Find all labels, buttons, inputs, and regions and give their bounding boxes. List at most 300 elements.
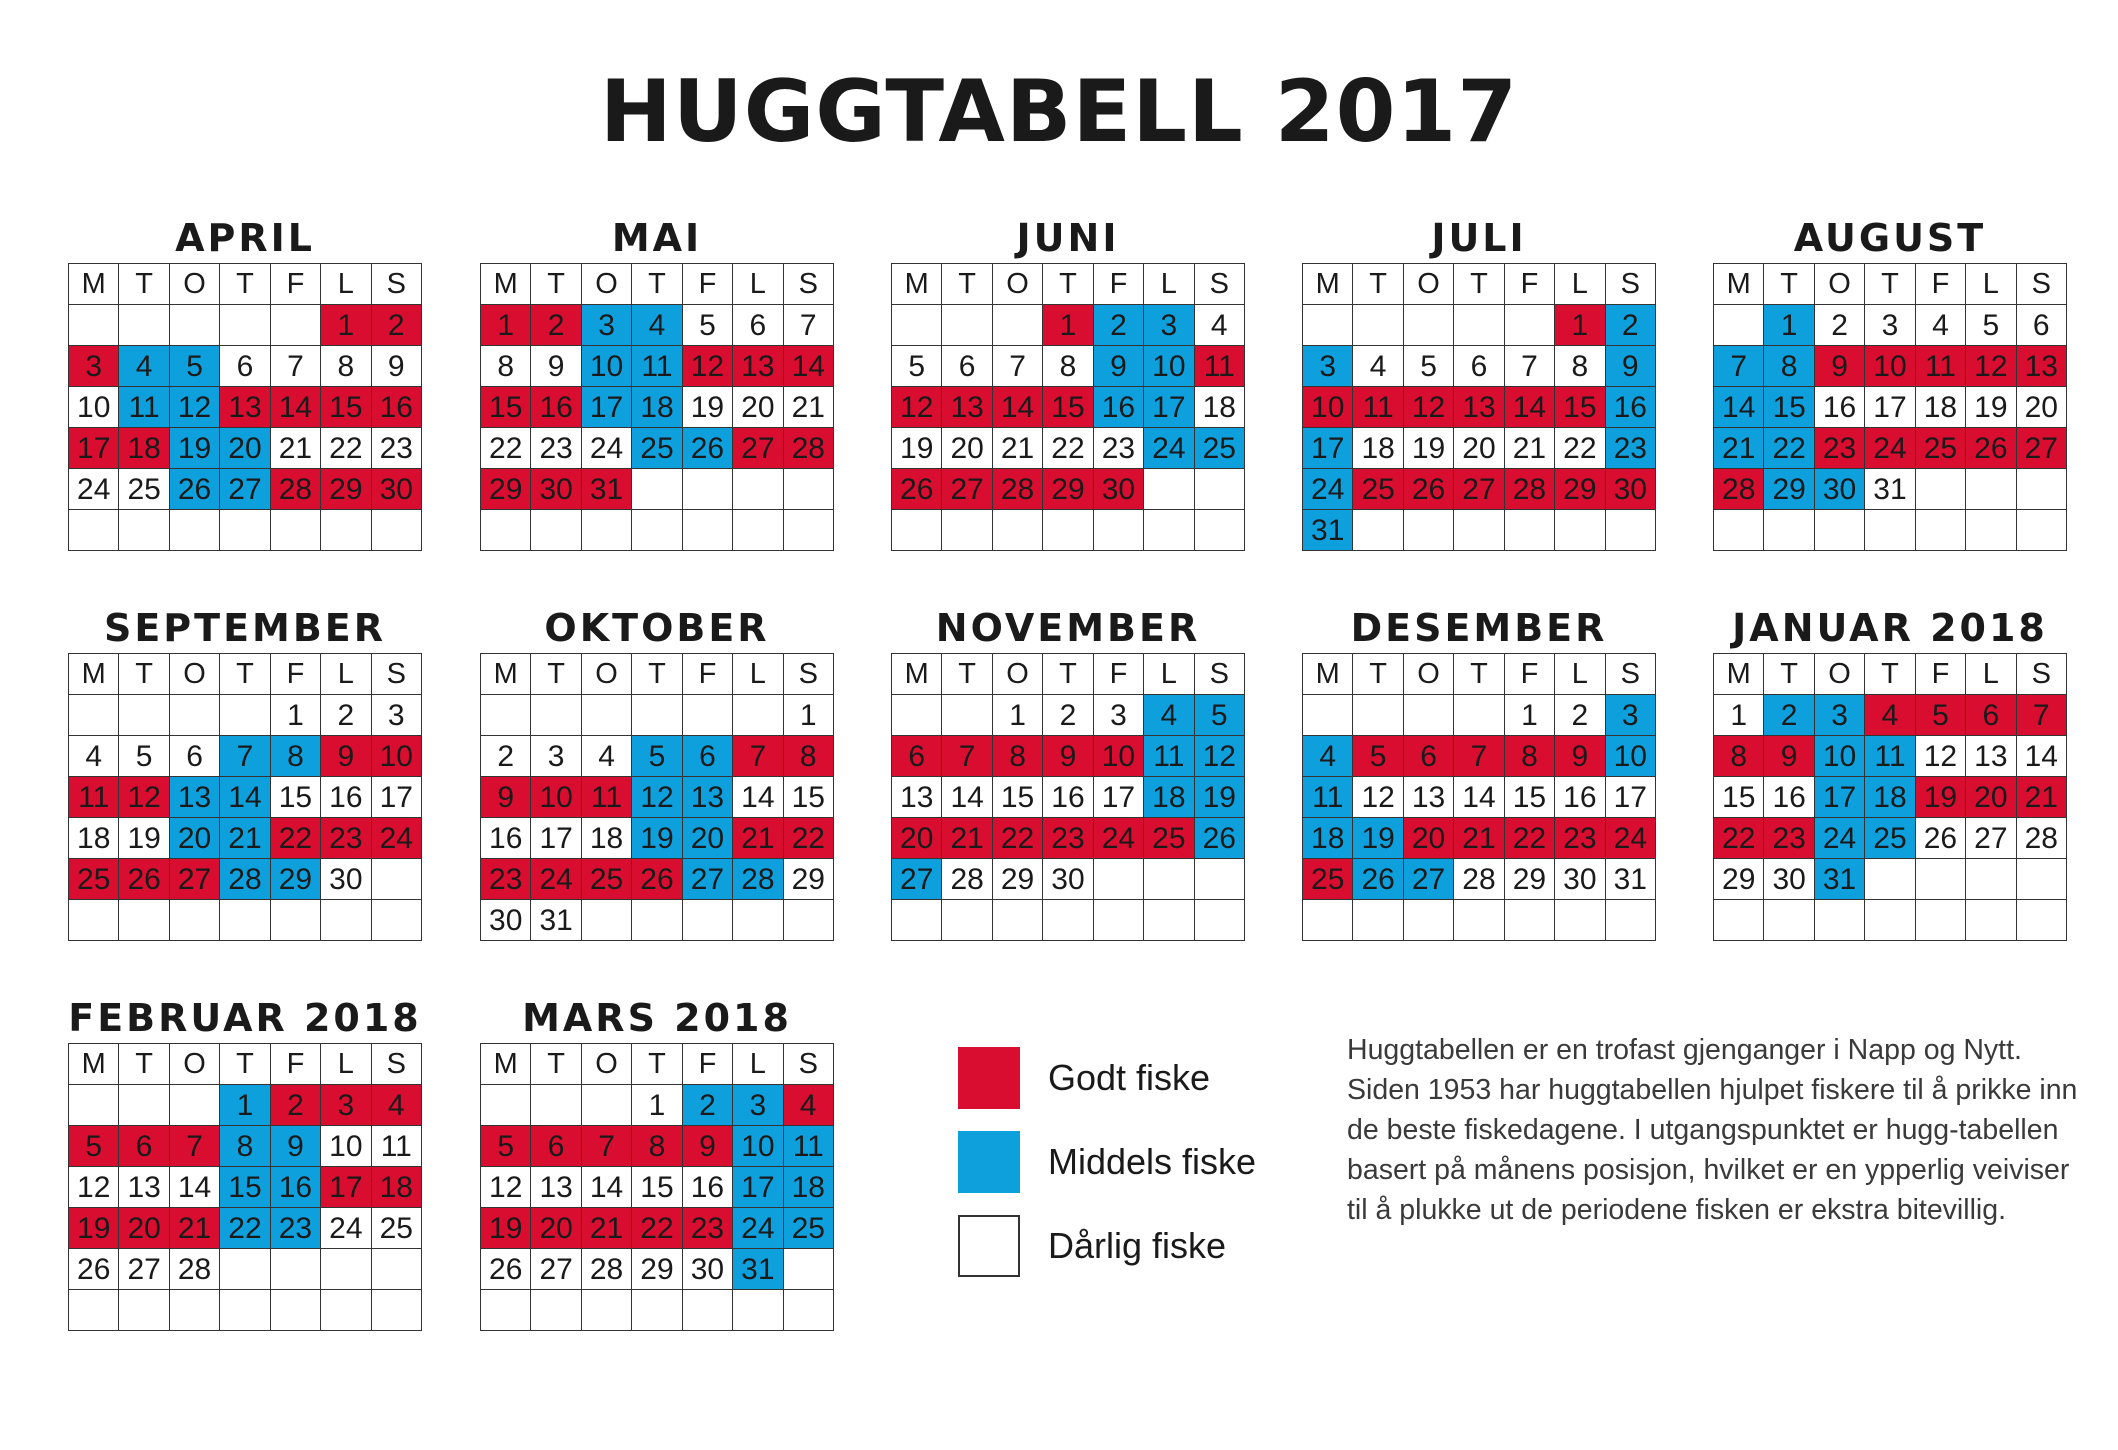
empty-cell — [170, 305, 220, 346]
legend-item-darlig — [958, 1204, 1256, 1288]
empty-cell — [119, 900, 169, 941]
day-cell: 12 — [119, 777, 169, 818]
day-cell: 3 — [69, 346, 119, 387]
day-cell: 27 — [119, 1249, 169, 1290]
day-cell: 29 — [271, 859, 321, 900]
weekday-header: T — [942, 264, 992, 305]
day-cell: 17 — [531, 818, 581, 859]
empty-cell — [271, 305, 321, 346]
weekday-header: T — [531, 264, 581, 305]
empty-cell — [993, 305, 1043, 346]
day-cell: 28 — [2017, 818, 2067, 859]
day-cell: 9 — [271, 1126, 321, 1167]
month-grid — [1713, 653, 2067, 941]
month-calendar — [68, 213, 422, 551]
day-cell: 18 — [1916, 387, 1966, 428]
day-cell: 4 — [1916, 305, 1966, 346]
day-cell: 19 — [170, 428, 220, 469]
day-cell: 9 — [1764, 736, 1814, 777]
empty-cell — [1714, 305, 1764, 346]
empty-cell — [321, 1290, 371, 1331]
day-cell: 4 — [1865, 695, 1915, 736]
empty-cell — [942, 695, 992, 736]
empty-cell — [1555, 900, 1605, 941]
day-cell: 27 — [531, 1249, 581, 1290]
empty-cell — [481, 1085, 531, 1126]
day-cell: 7 — [220, 736, 270, 777]
day-cell: 19 — [1353, 818, 1403, 859]
day-cell: 17 — [372, 777, 422, 818]
day-cell: 16 — [1815, 387, 1865, 428]
empty-cell — [1454, 900, 1504, 941]
day-cell: 15 — [993, 777, 1043, 818]
weekday-header: O — [170, 1044, 220, 1085]
day-cell: 27 — [1454, 469, 1504, 510]
day-cell: 15 — [1714, 777, 1764, 818]
weekday-header: T — [632, 264, 682, 305]
day-cell: 26 — [1916, 818, 1966, 859]
day-cell: 31 — [1606, 859, 1656, 900]
day-cell: 26 — [119, 859, 169, 900]
empty-cell — [1195, 510, 1245, 551]
day-cell: 13 — [170, 777, 220, 818]
day-cell: 23 — [1555, 818, 1605, 859]
day-cell: 8 — [1764, 346, 1814, 387]
day-cell: 11 — [69, 777, 119, 818]
empty-cell — [733, 510, 783, 551]
day-cell: 9 — [531, 346, 581, 387]
weekday-header: O — [1815, 654, 1865, 695]
day-cell: 11 — [1865, 736, 1915, 777]
day-cell: 24 — [733, 1208, 783, 1249]
weekday-header: T — [1865, 654, 1915, 695]
weekday-header: S — [1195, 264, 1245, 305]
weekday-header: F — [1916, 654, 1966, 695]
day-cell: 17 — [1865, 387, 1915, 428]
day-cell: 21 — [170, 1208, 220, 1249]
month-grid — [480, 653, 834, 941]
day-cell: 1 — [993, 695, 1043, 736]
empty-cell — [170, 1085, 220, 1126]
day-cell: 15 — [1505, 777, 1555, 818]
day-cell: 9 — [683, 1126, 733, 1167]
empty-cell — [372, 900, 422, 941]
day-cell: 6 — [1966, 695, 2016, 736]
day-cell: 13 — [220, 387, 270, 428]
day-cell: 18 — [1353, 428, 1403, 469]
day-cell: 15 — [632, 1167, 682, 1208]
day-cell: 18 — [69, 818, 119, 859]
weekday-header: T — [1043, 654, 1093, 695]
day-cell: 2 — [1815, 305, 1865, 346]
day-cell: 3 — [1094, 695, 1144, 736]
day-cell: 20 — [733, 387, 783, 428]
day-cell: 6 — [119, 1126, 169, 1167]
day-cell: 4 — [582, 736, 632, 777]
weekday-header: F — [271, 1044, 321, 1085]
day-cell: 13 — [892, 777, 942, 818]
month-grid — [68, 1043, 422, 1331]
weekday-header: L — [321, 1044, 371, 1085]
empty-cell — [942, 305, 992, 346]
empty-cell — [372, 510, 422, 551]
day-cell: 26 — [69, 1249, 119, 1290]
day-cell: 31 — [531, 900, 581, 941]
empty-cell — [271, 510, 321, 551]
empty-cell — [1303, 305, 1353, 346]
day-cell: 9 — [1043, 736, 1093, 777]
day-cell: 7 — [784, 305, 834, 346]
weekday-header: L — [733, 264, 783, 305]
month-grid — [1302, 653, 1656, 941]
weekday-header: T — [531, 654, 581, 695]
day-cell: 2 — [1555, 695, 1605, 736]
day-cell: 14 — [942, 777, 992, 818]
day-cell: 14 — [1505, 387, 1555, 428]
day-cell: 27 — [220, 469, 270, 510]
empty-cell — [321, 900, 371, 941]
day-cell: 9 — [1555, 736, 1605, 777]
empty-cell — [1966, 510, 2016, 551]
empty-cell — [582, 900, 632, 941]
day-cell: 3 — [1865, 305, 1915, 346]
weekday-header: L — [1555, 264, 1605, 305]
day-cell: 29 — [632, 1249, 682, 1290]
page-title: HUGGTABELL 2017 — [599, 62, 1519, 162]
day-cell: 16 — [372, 387, 422, 428]
day-cell: 14 — [784, 346, 834, 387]
empty-cell — [1916, 469, 1966, 510]
empty-cell — [1714, 900, 1764, 941]
weekday-header: O — [582, 654, 632, 695]
empty-cell — [784, 1249, 834, 1290]
day-cell: 29 — [321, 469, 371, 510]
day-cell: 25 — [632, 428, 682, 469]
day-cell: 12 — [170, 387, 220, 428]
empty-cell — [531, 510, 581, 551]
day-cell: 15 — [481, 387, 531, 428]
day-cell: 11 — [119, 387, 169, 428]
day-cell: 20 — [2017, 387, 2067, 428]
empty-cell — [1144, 469, 1194, 510]
empty-cell — [170, 1290, 220, 1331]
empty-cell — [1353, 305, 1403, 346]
day-cell: 19 — [892, 428, 942, 469]
day-cell: 20 — [892, 818, 942, 859]
day-cell: 8 — [1555, 346, 1605, 387]
day-cell: 19 — [69, 1208, 119, 1249]
legend-label: Middels fiske — [1048, 1141, 1257, 1182]
day-cell: 25 — [1144, 818, 1194, 859]
day-cell: 25 — [1353, 469, 1403, 510]
day-cell: 30 — [1764, 859, 1814, 900]
day-cell: 3 — [1815, 695, 1865, 736]
empty-cell — [632, 695, 682, 736]
day-cell: 23 — [372, 428, 422, 469]
day-cell: 26 — [1195, 818, 1245, 859]
day-cell: 14 — [1714, 387, 1764, 428]
day-cell: 1 — [220, 1085, 270, 1126]
day-cell: 8 — [632, 1126, 682, 1167]
day-cell: 22 — [220, 1208, 270, 1249]
day-cell: 7 — [2017, 695, 2067, 736]
empty-cell — [1303, 695, 1353, 736]
day-cell: 9 — [321, 736, 371, 777]
day-cell: 6 — [220, 346, 270, 387]
day-cell: 23 — [1094, 428, 1144, 469]
day-cell: 12 — [1404, 387, 1454, 428]
empty-cell — [632, 510, 682, 551]
day-cell: 16 — [1555, 777, 1605, 818]
day-cell: 24 — [582, 428, 632, 469]
weekday-header: M — [1714, 264, 1764, 305]
day-cell: 15 — [784, 777, 834, 818]
day-cell: 25 — [1916, 428, 1966, 469]
day-cell: 13 — [683, 777, 733, 818]
day-cell: 21 — [271, 428, 321, 469]
day-cell: 5 — [683, 305, 733, 346]
day-cell: 15 — [271, 777, 321, 818]
day-cell: 13 — [1966, 736, 2016, 777]
day-cell: 9 — [481, 777, 531, 818]
day-cell: 5 — [119, 736, 169, 777]
weekday-header: T — [119, 654, 169, 695]
day-cell: 12 — [683, 346, 733, 387]
day-cell: 24 — [69, 469, 119, 510]
day-cell: 27 — [1966, 818, 2016, 859]
day-cell: 3 — [1303, 346, 1353, 387]
month-calendar — [1713, 213, 2067, 551]
day-cell: 18 — [372, 1167, 422, 1208]
weekday-header: O — [993, 264, 1043, 305]
day-cell: 7 — [733, 736, 783, 777]
empty-cell — [683, 469, 733, 510]
day-cell: 13 — [531, 1167, 581, 1208]
day-cell: 21 — [993, 428, 1043, 469]
day-cell: 29 — [1505, 859, 1555, 900]
day-cell: 10 — [1606, 736, 1656, 777]
day-cell: 23 — [531, 428, 581, 469]
day-cell: 23 — [481, 859, 531, 900]
weekday-header: L — [733, 1044, 783, 1085]
empty-cell — [271, 1249, 321, 1290]
day-cell: 21 — [582, 1208, 632, 1249]
empty-cell — [1195, 900, 1245, 941]
day-cell: 22 — [271, 818, 321, 859]
day-cell: 20 — [683, 818, 733, 859]
day-cell: 25 — [582, 859, 632, 900]
day-cell: 15 — [1043, 387, 1093, 428]
day-cell: 30 — [1094, 469, 1144, 510]
day-cell: 6 — [1404, 736, 1454, 777]
empty-cell — [1144, 859, 1194, 900]
day-cell: 21 — [2017, 777, 2067, 818]
day-cell: 4 — [632, 305, 682, 346]
day-cell: 2 — [1043, 695, 1093, 736]
empty-cell — [1966, 900, 2016, 941]
day-cell: 13 — [1404, 777, 1454, 818]
day-cell: 5 — [632, 736, 682, 777]
month-calendar — [480, 213, 834, 551]
day-cell: 8 — [1505, 736, 1555, 777]
day-cell: 24 — [1865, 428, 1915, 469]
day-cell: 23 — [321, 818, 371, 859]
weekday-header: T — [531, 1044, 581, 1085]
weekday-header: M — [892, 654, 942, 695]
day-cell: 16 — [481, 818, 531, 859]
month-grid — [891, 653, 1245, 941]
day-cell: 31 — [582, 469, 632, 510]
day-cell: 11 — [632, 346, 682, 387]
day-cell: 20 — [170, 818, 220, 859]
day-cell: 17 — [1815, 777, 1865, 818]
day-cell: 28 — [993, 469, 1043, 510]
day-cell: 18 — [1865, 777, 1915, 818]
day-cell: 10 — [1865, 346, 1915, 387]
weekday-header: L — [321, 264, 371, 305]
empty-cell — [1353, 900, 1403, 941]
empty-cell — [892, 305, 942, 346]
empty-cell — [1916, 900, 1966, 941]
day-cell: 22 — [784, 818, 834, 859]
day-cell: 28 — [1714, 469, 1764, 510]
day-cell: 5 — [1195, 695, 1245, 736]
empty-cell — [1606, 510, 1656, 551]
day-cell: 22 — [1505, 818, 1555, 859]
month-name: AUGUST — [1793, 216, 1987, 260]
month-name: APRIL — [175, 216, 315, 260]
empty-cell — [119, 305, 169, 346]
day-cell: 18 — [784, 1167, 834, 1208]
weekday-header: L — [1966, 654, 2016, 695]
day-cell: 8 — [481, 346, 531, 387]
day-cell: 10 — [1144, 346, 1194, 387]
day-cell: 19 — [632, 818, 682, 859]
day-cell: 17 — [582, 387, 632, 428]
weekday-header: S — [2017, 654, 2067, 695]
day-cell: 7 — [942, 736, 992, 777]
day-cell: 14 — [582, 1167, 632, 1208]
empty-cell — [1815, 510, 1865, 551]
day-cell: 14 — [2017, 736, 2067, 777]
day-cell: 12 — [1966, 346, 2016, 387]
day-cell: 10 — [531, 777, 581, 818]
empty-cell — [1094, 859, 1144, 900]
day-cell: 7 — [1714, 346, 1764, 387]
day-cell: 18 — [632, 387, 682, 428]
empty-cell — [1555, 510, 1605, 551]
day-cell: 1 — [1714, 695, 1764, 736]
empty-cell — [1714, 510, 1764, 551]
day-cell: 30 — [1606, 469, 1656, 510]
day-cell: 10 — [733, 1126, 783, 1167]
day-cell: 25 — [1195, 428, 1245, 469]
day-cell: 25 — [372, 1208, 422, 1249]
day-cell: 22 — [321, 428, 371, 469]
day-cell: 10 — [1094, 736, 1144, 777]
day-cell: 10 — [1303, 387, 1353, 428]
empty-cell — [1764, 510, 1814, 551]
empty-cell — [582, 510, 632, 551]
day-cell: 27 — [733, 428, 783, 469]
empty-cell — [531, 1290, 581, 1331]
empty-cell — [1815, 900, 1865, 941]
day-cell: 5 — [1404, 346, 1454, 387]
empty-cell — [1916, 510, 1966, 551]
legend-label: Dårlig fiske — [1048, 1225, 1227, 1266]
empty-cell — [1865, 900, 1915, 941]
day-cell: 10 — [372, 736, 422, 777]
empty-cell — [1404, 695, 1454, 736]
day-cell: 24 — [1815, 818, 1865, 859]
day-cell: 4 — [784, 1085, 834, 1126]
day-cell: 26 — [1404, 469, 1454, 510]
day-cell: 24 — [1303, 469, 1353, 510]
empty-cell — [1043, 900, 1093, 941]
weekday-header: M — [1303, 264, 1353, 305]
weekday-header: S — [372, 654, 422, 695]
day-cell: 21 — [1714, 428, 1764, 469]
day-cell: 12 — [481, 1167, 531, 1208]
weekday-header: M — [1714, 654, 1764, 695]
day-cell: 27 — [892, 859, 942, 900]
empty-cell — [2017, 469, 2067, 510]
day-cell: 27 — [942, 469, 992, 510]
day-cell: 1 — [271, 695, 321, 736]
day-cell: 22 — [632, 1208, 682, 1249]
day-cell: 30 — [1555, 859, 1605, 900]
day-cell: 11 — [784, 1126, 834, 1167]
day-cell: 16 — [1043, 777, 1093, 818]
day-cell: 3 — [582, 305, 632, 346]
day-cell: 25 — [1303, 859, 1353, 900]
weekday-header: L — [1144, 264, 1194, 305]
day-cell: 17 — [321, 1167, 371, 1208]
day-cell: 27 — [2017, 428, 2067, 469]
day-cell: 1 — [1505, 695, 1555, 736]
day-cell: 1 — [481, 305, 531, 346]
empty-cell — [220, 305, 270, 346]
empty-cell — [531, 1085, 581, 1126]
weekday-header: S — [1606, 264, 1656, 305]
day-cell: 14 — [1454, 777, 1504, 818]
weekday-header: O — [582, 1044, 632, 1085]
empty-cell — [220, 900, 270, 941]
day-cell: 26 — [481, 1249, 531, 1290]
legend-item-godt — [958, 1036, 1256, 1120]
empty-cell — [69, 1085, 119, 1126]
day-cell: 22 — [1043, 428, 1093, 469]
day-cell: 7 — [1454, 736, 1504, 777]
day-cell: 31 — [1865, 469, 1915, 510]
day-cell: 30 — [1043, 859, 1093, 900]
day-cell: 26 — [683, 428, 733, 469]
month-calendar — [891, 603, 1245, 941]
day-cell: 21 — [220, 818, 270, 859]
legend-item-middels — [958, 1120, 1256, 1204]
day-cell: 4 — [1144, 695, 1194, 736]
day-cell: 22 — [1555, 428, 1605, 469]
day-cell: 9 — [372, 346, 422, 387]
weekday-header: T — [942, 654, 992, 695]
weekday-header: M — [481, 654, 531, 695]
day-cell: 11 — [1916, 346, 1966, 387]
day-cell: 6 — [1454, 346, 1504, 387]
weekday-header: M — [69, 264, 119, 305]
day-cell: 6 — [683, 736, 733, 777]
day-cell: 6 — [942, 346, 992, 387]
day-cell: 20 — [1404, 818, 1454, 859]
